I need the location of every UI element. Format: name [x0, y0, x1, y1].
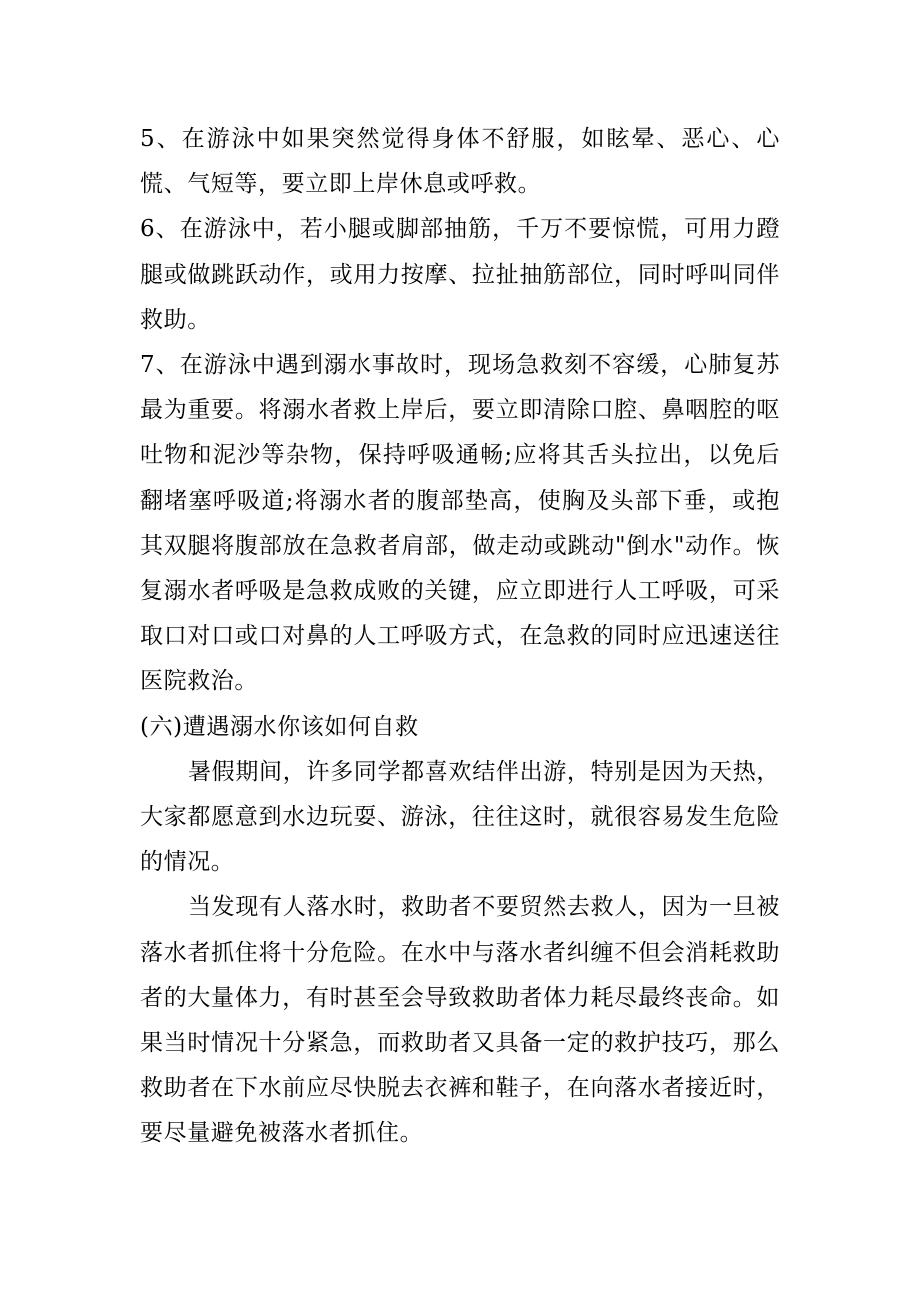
document-body	[140, 117, 780, 1157]
paragraph-item-6: 6、在游泳中，若小腿或脚部抽筋，千万不要惊慌，可用力蹬腿或做跳跃动作，或用力按摩、拉扯抽筋部位，同时呼叫同伴救助。	[140, 216, 780, 333]
paragraph-item-7: 7、在游泳中遇到溺水事故时，现场急救刻不容缓，心肺复苏最为重要。将溺水者救上岸后，要立即清除口腔、鼻咽腔的呕吐物和泥沙等杂物，保持呼吸通畅;应将其舌头拉出，以免后翻堵塞呼吸道;将溺水者的腹部垫高，使胸及头部下垂，或抱其双腿将腹部放在急救者肩部，做走动或跳动"倒水"动作。恢复溺水者呼吸是急救成败的关键，应立即进行人工呼吸，可采取口对口或口对鼻的人工呼吸方式，在急救的同时应迅速送往医院救治。	[140, 352, 780, 695]
paragraph-intro: 暑假期间，许多同学都喜欢结伴出游，特别是因为天热，大家都愿意到水边玩耍、游泳，往往这时，就很容易发生危险的情况。	[140, 758, 780, 876]
paragraph-item-5: 5、在游泳中如果突然觉得身体不舒服，如眩晕、恶心、心慌、气短等，要立即上岸休息或呼救。	[140, 126, 780, 198]
section-heading: (六)遭遇溺水你该如何自救	[140, 713, 419, 740]
paragraph-rescue-advice: 当发现有人落水时，救助者不要贸然去救人，因为一旦被落水者抓住将十分危险。在水中与落水者纠缠不但会消耗救助者的大量体力，有时甚至会导致救助者体力耗尽最终丧命。如果当时情况十分紧急，而救助者又具备一定的救护技巧，那么救助者在下水前应尽快脱去衣裤和鞋子，在向落水者接近时，要尽量避免被落水者抓住。	[140, 894, 780, 1147]
